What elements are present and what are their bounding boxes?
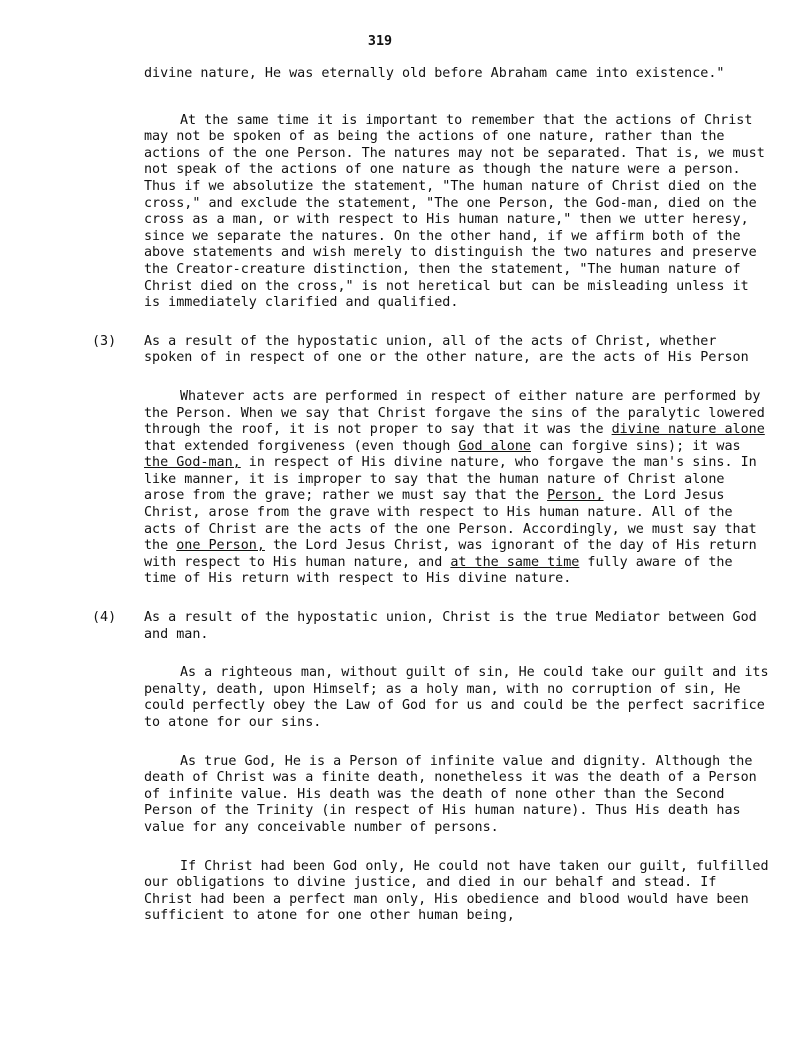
numbered-item-3	[92, 334, 772, 367]
paragraph-god-only: If Christ had been God only, He could not have taken our guilt, fulfilled our obligations to divine justice, and died in our behalf and stead. If Christ had been a perfect man only, His obedience and blood would have been sufficient to atone for one other human being,	[144, 858, 769, 924]
item-heading: As a result of the hypostatic union, Christ is the true Mediator between God and man.	[144, 610, 757, 642]
page-body	[92, 66, 772, 925]
numbered-item-4	[92, 610, 772, 643]
paragraph-acts-of-person: Whatever acts are performed in respect of either nature are performed by the Person. When we say that Christ forgave the sins of the paralytic lowered through the roof, it is not proper to say that it was the divine nature alone that extended forgiveness (even though God alone can forgive sins); it was the God-man, in respect of His divine nature, who forgave the man's sins. In like manner, it is improper to say that the human nature of Christ alone arose from the grave; rather we must say that the Person, the Lord Jesus Christ, arose from the grave with respect to His human nature. All of the acts of Christ are the acts of the one Person. Accordingly, we must say that the one Person, the Lord Jesus Christ, was ignorant of the day of His return with respect to His human nature, and at the same time fully aware of the time of His return with respect to His divine nature.	[144, 388, 765, 587]
page-number: 319	[367, 34, 393, 49]
paragraph-righteous-man: As a righteous man, without guilt of sin, He could take our guilt and its penalty, death, upon Himself; as a holy man, with no corruption of sin, He could perfectly obey the Law of God for us and could be the perfect sacrifice to atone for our sins.	[144, 665, 769, 730]
item-number: (4)	[92, 610, 117, 626]
paragraph-actions-of-christ: At the same time it is important to remember that the actions of Christ may not be spoken of as being the actions of one nature, rather than the actions of the one Person. The natures may not be separated. That is, we must not speak of the actions of one nature as though the nature were a person. Thus if we absolutize the statement, "The human nature of Christ died on the cross," and exclude the statement, "The one Person, the God-man, died on the cross as a man, or with respect to His human nature," then we utter heresy, since we separate the natures. On the other hand, if we affirm both of the above statements and wish merely to distinguish the two natures and preserve the Creator-creature distinction, then the statement, "The human nature of Christ died on the cross," is not heretical but can be misleading unless it is immediately clarified and qualified.	[144, 112, 765, 311]
underlined-phrase: at the same time	[450, 554, 580, 570]
underlined-phrase: divine nature alone	[611, 422, 765, 438]
underlined-phrase: the God-man,	[144, 455, 241, 471]
paragraph-true-god: As true God, He is a Person of infinite value and dignity. Although the death of Christ was a finite death, nonetheless it was the death of a Person of infinite value. His death was the death of none other than the Second Person of the Trinity (in respect of His human nature). Thus His death has value for any conceivable number of persons.	[144, 753, 757, 835]
item-number: (3)	[92, 333, 117, 349]
underlined-phrase: Person,	[547, 488, 604, 504]
underlined-phrase: one Person,	[176, 538, 265, 554]
underlined-phrase: God alone	[458, 438, 531, 454]
item-heading: As a result of the hypostatic union, all of the acts of Christ, whether spoken of in respect of one or the other nature, are the acts of His Person	[144, 333, 749, 366]
carryover-paragraph: divine nature, He was eternally old before Abraham came into existence."	[144, 66, 725, 81]
